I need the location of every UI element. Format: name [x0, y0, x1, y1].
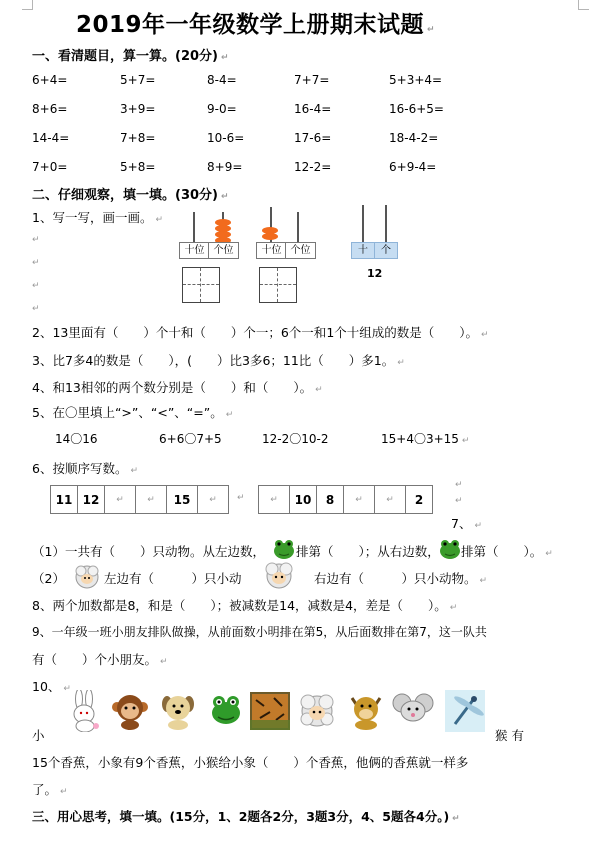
problem: 5+7=: [120, 73, 156, 87]
section2-heading: 二、仔细观察，填一填。(30分) ↵: [32, 188, 229, 203]
compare-item: 15+4〇3+15 ↵: [381, 432, 470, 446]
sequence-blank[interactable]: ↵: [375, 486, 406, 514]
problem: 7+8=: [120, 131, 156, 145]
problem: 17-6=: [294, 131, 332, 145]
page-title: 2019年一年级数学上册期末试题 ↵: [76, 12, 436, 38]
frog-icon: [271, 536, 297, 562]
sequence-blank[interactable]: ↵: [136, 486, 167, 514]
dragonfly-icon: [445, 690, 485, 732]
question-7-part1: 排第（ ）。 ↵: [461, 544, 553, 559]
problem: 7+0=: [32, 160, 68, 174]
tiger-icon: [250, 692, 290, 730]
question-5: 5、在〇里填上“>”、“<”、“=”。 ↵: [32, 405, 234, 420]
problem: 7+7=: [294, 73, 330, 87]
sequence-blank[interactable]: ↵: [198, 486, 229, 514]
tens-label: 十位: [256, 242, 287, 259]
question-7-part1: （1）一共有（ ）只动物。从左边数，: [32, 544, 265, 559]
problem: 8+9=: [207, 160, 243, 174]
sequence-table-right: [258, 485, 433, 514]
problem: 10-6=: [207, 131, 245, 145]
mouse-icon: [390, 693, 436, 727]
problem: 8+6=: [32, 102, 68, 116]
sequence-blank[interactable]: ↵: [259, 486, 290, 514]
ones-label: 个位: [285, 242, 316, 259]
question-7-number: 7、 ↵: [451, 516, 482, 531]
question-6: 6、按顺序写数。 ↵: [32, 461, 139, 476]
sequence-table-left: [50, 485, 229, 514]
monkey-icon: [111, 692, 149, 730]
tens-label: 十位: [179, 242, 210, 259]
corner-mark: [22, 0, 33, 10]
section3-heading: 三、用心思考，填一填。(15分，1、2题各2分，3题3分，4、5题各4分。) ↵: [32, 809, 460, 824]
problem: 18-4-2=: [389, 131, 439, 145]
corner-mark: [578, 0, 589, 10]
question-3: 3、比7多4的数是（ ），( ）比3多6；11比（ ）多1。 ↵: [32, 353, 405, 368]
sequence-cell: 8: [317, 486, 344, 514]
problem: 6+9-4=: [389, 160, 437, 174]
abacus-number: 12: [367, 267, 383, 280]
question-10-text: 小: [32, 728, 45, 743]
question-4: 4、和13相邻的两个数分别是（ ）和（ ）。 ↵: [32, 380, 323, 395]
sequence-blank[interactable]: ↵: [105, 486, 136, 514]
question-9: 9、一年级一班小朋友排队做操，从前面数小明排在第5，从后面数排在第7，这一队共: [32, 625, 487, 639]
problem: 14-4=: [32, 131, 70, 145]
write-box[interactable]: [182, 267, 220, 303]
problem: 6+4=: [32, 73, 68, 87]
sequence-cell: 10: [290, 486, 317, 514]
sequence-cell: 15: [167, 486, 198, 514]
sheep-icon: [72, 563, 102, 591]
problem: 5+3+4=: [389, 73, 443, 87]
sheep-icon: [262, 561, 296, 591]
cow-icon: [346, 692, 386, 730]
question-7-part2: （2）: [32, 571, 65, 586]
question-1: 1、写一写，画一画。 ↵: [32, 210, 164, 225]
problem: 3+9=: [120, 102, 156, 116]
problem: 16-6+5=: [389, 102, 444, 116]
question-2: 2、13里面有（ ）个十和（ ）个一；6个一和1个十组成的数是（ ）。 ↵: [32, 325, 489, 340]
sequence-cell: 12: [78, 486, 105, 514]
ones-label: 个位: [208, 242, 239, 259]
question-10-text: 了。 ↵: [32, 782, 68, 797]
write-box[interactable]: [259, 267, 297, 303]
compare-item: 6+6〇7+5: [159, 432, 222, 446]
sequence-cell: 11: [51, 486, 78, 514]
question-7-part1: 排第（ ）；从右边数，: [296, 544, 440, 559]
sequence-blank[interactable]: ↵: [344, 486, 375, 514]
question-10-number: 10、 ↵: [32, 679, 71, 694]
frog-icon: [437, 536, 463, 562]
ones-label: 个: [374, 242, 398, 259]
section1-heading: 一、看清题目，算一算。(20分) ↵: [32, 49, 229, 64]
dog-icon: [160, 692, 196, 730]
question-7-part2: 右边有（ ）只小动物。 ↵: [314, 571, 488, 586]
problem: 16-4=: [294, 102, 332, 116]
tens-label: 十: [351, 242, 375, 259]
sheep-icon: [297, 691, 337, 731]
problem: 9-0=: [207, 102, 237, 116]
question-10-text: 15个香蕉，小象有9个香蕉，小猴给小象（ ）个香蕉，他俩的香蕉就一样多: [32, 755, 469, 770]
problem: 12-2=: [294, 160, 332, 174]
problem: 5+8=: [120, 160, 156, 174]
question-7-part2: 左边有（ ）只小动: [104, 571, 242, 586]
problem: 8-4=: [207, 73, 237, 87]
compare-item: 14〇16: [55, 432, 98, 446]
frog-icon: [207, 691, 245, 731]
sequence-cell: 2: [406, 486, 433, 514]
question-10-text: 猴 有: [495, 728, 524, 743]
compare-item: 12-2〇10-2: [262, 432, 329, 446]
question-9: 有（ ）个小朋友。 ↵: [32, 652, 168, 667]
question-8: 8、两个加数都是8，和是（ ）；被减数是14，减数是4，差是（ ）。 ↵: [32, 598, 458, 613]
rabbit-icon: [66, 690, 104, 732]
